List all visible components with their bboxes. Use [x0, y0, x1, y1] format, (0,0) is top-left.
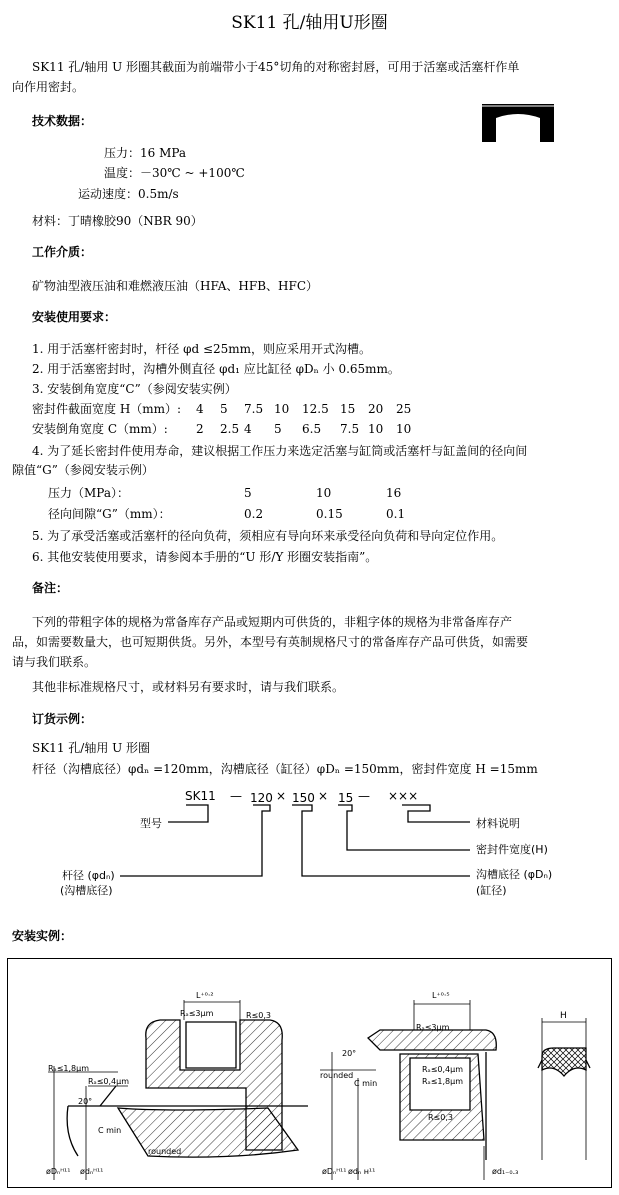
fig-mid-DN: øDₙᴴ¹¹ — [322, 1167, 347, 1176]
requirement-4-line-2: 隙值“G”（参阅安装示例） — [12, 463, 154, 477]
width-cell: 25 — [396, 402, 412, 416]
width-cell: 15 — [340, 402, 356, 416]
fig-left-r03: R≤0,3 — [246, 1011, 271, 1020]
fig-mid-ra18: Rₐ≤1,8μm — [422, 1077, 463, 1086]
fig-mid-rounded: rounded — [320, 1071, 354, 1080]
label-groove: 沟槽底径 (φDₙ) — [476, 868, 553, 881]
gap-row-2 — [48, 505, 426, 523]
code-dash-1: — — [230, 789, 242, 803]
note-line-3: 请与我们联系。 — [12, 655, 97, 669]
gap-cell: 0.1 — [386, 507, 406, 521]
gap-cell: 16 — [386, 486, 402, 500]
fig-mid-cmin: C min — [354, 1079, 378, 1088]
width-cell: 2 — [196, 422, 204, 436]
fig-left-ra04: Rₐ≤0,4μm — [88, 1077, 129, 1086]
requirement-1: 1. 用于活塞杆密封时，杆径 φd ≤25mm，则应采用开式沟槽。 — [32, 342, 372, 356]
width-cell: 10 — [274, 402, 290, 416]
label-rod: 杆径 (φdₙ) — [62, 869, 115, 882]
fig-mid-d1: ød₁₋₀.₃ — [492, 1167, 519, 1176]
label-rod-2: (沟槽底径) — [60, 884, 113, 897]
code-material: ××× — [388, 789, 419, 803]
note-line-1: 下列的带粗字体的规格为常备库存产品或短期内可供货的，非粗字体的规格为非常备库存产 — [32, 615, 513, 629]
installation-drawing — [8, 960, 609, 1186]
width-cell: 5 — [220, 402, 228, 416]
speed-spec: 运动速度：0.5m/s — [78, 187, 179, 201]
requirement-4-line-1: 4. 为了延长密封件使用寿命，建议根据工作压力来选定活塞与缸筒或活塞杆与缸盖间的径向间 — [32, 444, 528, 458]
fig-left-ra3: Rₐ≤3μm — [180, 1009, 214, 1018]
requirement-2: 2. 用于活塞密封时，沟槽外侧直径 φd₁ 应比缸径 φDₙ 小 0.65mm。 — [32, 362, 400, 376]
fig-left-rounded: rounded — [148, 1147, 182, 1156]
fig-mid-dN: ødₙ ʜ¹¹ — [348, 1167, 376, 1176]
fig-left-cmin: C min — [98, 1126, 122, 1135]
width-cell: 7.5 — [244, 402, 264, 416]
width-cell: 12.5 — [302, 402, 329, 416]
fig-mid-ra04: Rₐ≤0,4μm — [422, 1065, 463, 1074]
code-dash-2: — — [358, 789, 370, 803]
code-x-2: × — [318, 789, 329, 803]
example-heading: 安装实例： — [12, 929, 73, 943]
width-cell: 4 — [196, 402, 204, 416]
fig-left-DN: øDₙᴴ¹¹ — [46, 1167, 71, 1176]
gap-row-2-label: 径向间隙“G”（mm）： — [48, 507, 171, 521]
medium-text: 矿物油型液压油和难燃液压油（HFA、HFB、HFC） — [32, 279, 318, 293]
width-cell: 10 — [368, 422, 384, 436]
width-cell: 4 — [244, 422, 252, 436]
label-material: 材料说明 — [476, 817, 520, 830]
width-cell: 20 — [368, 402, 384, 416]
width-row-2 — [32, 420, 424, 438]
temperature-spec: 温度：－30℃ ~ +100℃ — [104, 166, 245, 180]
tech-heading: 技术数据： — [32, 114, 93, 128]
medium-heading: 工作介质： — [32, 245, 93, 259]
requirement-3: 3. 安装倒角宽度“C”（参阅安装实例） — [32, 382, 237, 396]
width-row-2-label: 安装倒角宽度 C（mm）: — [32, 422, 168, 436]
width-cell: 10 — [396, 422, 412, 436]
gap-row-1 — [48, 484, 426, 502]
width-cell: 7.5 — [340, 422, 360, 436]
code-x-1: × — [276, 789, 287, 803]
install-heading: 安装使用要求： — [32, 310, 117, 324]
seal-section-icon — [478, 98, 558, 148]
order-heading: 订货示例： — [32, 712, 93, 726]
pressure-spec: 压力：16 MPa — [104, 146, 187, 160]
gap-row-1-label: 压力（MPa）： — [48, 486, 129, 500]
order-line-1: SK11 孔/轴用 U 形圈 — [32, 741, 151, 755]
fig-mid-r03: R≤0,3 — [428, 1113, 453, 1122]
width-row-1 — [32, 400, 424, 418]
code-bore: 150 — [292, 791, 315, 805]
label-model: 型号 — [140, 817, 162, 830]
order-line-2: 杆径（沟槽底径）φdₙ =120mm，沟槽底径（缸径）φDₙ =150mm，密封件宽度 H =15mm — [32, 762, 538, 776]
code-rod: 120 — [250, 791, 273, 805]
label-groove-2: (缸径) — [476, 884, 507, 897]
note-line-4: 其他非标准规格尺寸，或材料另有要求时，请与我们联系。 — [32, 680, 345, 694]
fig-mid-20deg: 20° — [342, 1049, 357, 1058]
requirement-5: 5. 为了承受活塞或活塞杆的径向负荷，须相应有导向环来承受径向负荷和导向定位作用。 — [32, 529, 504, 543]
width-row-1-label: 密封件截面宽度 H（mm）: — [32, 402, 182, 416]
requirement-6: 6. 其他安装使用要求，请参阅本手册的“U 形/Y 形圈安装指南”。 — [32, 550, 378, 564]
fig-left-dN: ødₙᴴ¹¹ — [80, 1167, 104, 1176]
material-spec: 材料：丁晴橡胶90（NBR 90） — [32, 214, 203, 228]
page-title: SK11 孔/轴用U形圈 — [231, 13, 388, 33]
note-heading: 备注： — [32, 581, 69, 595]
fig-left-L: L⁺⁰·² — [196, 991, 214, 1000]
label-width: 密封件宽度(H) — [476, 843, 548, 856]
fig-mid-L: L⁺⁰·⁵ — [432, 991, 450, 1000]
code-model: SK11 — [185, 789, 216, 803]
order-code-diagram — [0, 780, 619, 900]
gap-cell: 0.2 — [244, 507, 264, 521]
width-cell: 5 — [274, 422, 282, 436]
width-cell: 6.5 — [302, 422, 322, 436]
intro-line-2: 向作用密封。 — [12, 80, 85, 94]
fig-right-H: H — [560, 1011, 567, 1021]
fig-left-20deg: 20° — [78, 1097, 93, 1106]
note-line-2: 品，如需要数量大，也可短期供货。另外，本型号有英制规格尺寸的常备库存产品可供货，如需要 — [12, 635, 529, 649]
gap-cell: 10 — [316, 486, 332, 500]
gap-cell: 0.15 — [316, 507, 343, 521]
gap-cell: 5 — [244, 486, 252, 500]
width-cell: 2.5 — [220, 422, 240, 436]
code-width: 15 — [338, 791, 354, 805]
fig-left-ra18: Rₐ≤1,8μm — [48, 1064, 89, 1073]
fig-mid-ra3: Rₐ≤3μm — [416, 1023, 450, 1032]
intro-line-1: SK11 孔/轴用 U 形圈其截面为前端带小于45°切角的对称密封唇，可用于活塞或活塞杆作单 — [32, 60, 520, 74]
